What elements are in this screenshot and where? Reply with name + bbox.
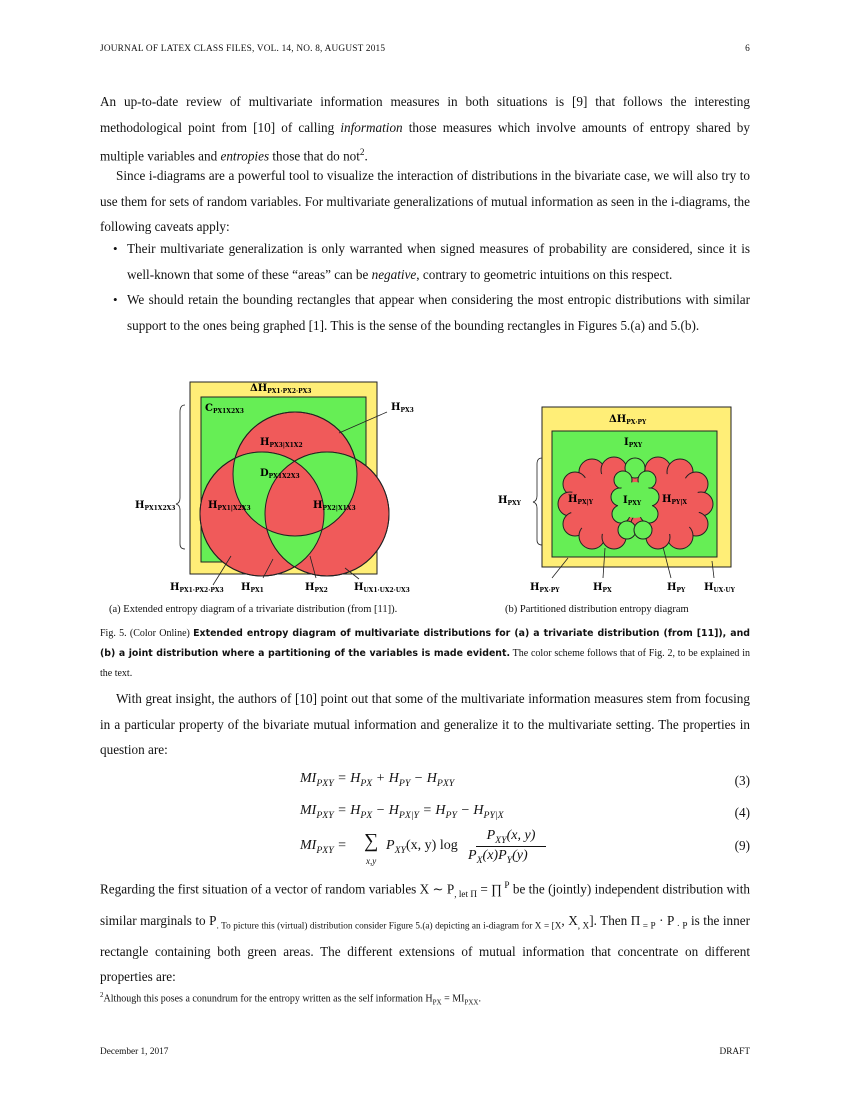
- label-i-top: $I_{PXY}$: [624, 437, 643, 449]
- label-h-y-given-x: $H_{PY|X}$: [662, 494, 688, 506]
- brace-left: [533, 458, 542, 545]
- equation-3: $MI_{PXY} = H_{PX} + H_{PY} - H_{PXY}$: [300, 771, 455, 789]
- label-bottom-4: $H_{UX\cdot UY}$: [704, 582, 735, 594]
- figure-b-diagram: [490, 400, 760, 604]
- figure-caption: Fig. 5. (Color Online) Extended entropy diagram of multivariate distributions for (a) a trivariate distribution (from [11]), and (b) a joint distribution where a partitioning of the variables is made evident. The color scheme follows that of Fig. 2, to be explained in the text.: [100, 628, 750, 679]
- page-number: 6: [745, 44, 750, 54]
- equation-4: $MI_{PXY} = H_{PX} - H_{PX|Y} = H_{PY} - H_{PY|X}$: [300, 803, 504, 821]
- label-h-joint: $H_{PX1X2X3}$: [135, 500, 176, 512]
- equation-number-3: (3): [734, 773, 750, 788]
- footnote: $^2$Although this poses a conundrum for the entropy written as the self information $H_{PX} = MI_{PXX}$.: [100, 991, 481, 1007]
- bullet-dot: •: [113, 241, 118, 256]
- paragraph-1: An up-to-date review of multivariate information measures in both situations is [9] that follows the interesting methodological point from [10] of calling information those measures which involve amounts of entropy shared by multiple variables and entropies those that do not$^2$.: [100, 94, 750, 164]
- running-header: JOURNAL OF LATEX CLASS FILES, VOL. 14, NO. 8, AUGUST 2015: [100, 44, 386, 54]
- equation-number-9: (9): [734, 838, 750, 853]
- label-bottom-3: $H_{PY}$: [667, 582, 686, 594]
- paragraph-2: Since i-diagrams are a powerful tool to visualize the interaction of distributions in the bivariate case, we will also try to use them for sets of random variables. For multivariate generalizations of mutual information as seen in the i-diagrams, the following caveats apply:: [100, 168, 750, 234]
- subcaption-a: (a) Extended entropy diagram of a trivariate distribution (from [11]).: [109, 604, 398, 615]
- subcaption-b: (b) Partitioned distribution entropy diagram: [505, 604, 689, 615]
- figure-a-diagram: [125, 372, 435, 604]
- label-h-joint: $H_{PXY}$: [498, 495, 521, 507]
- label-bottom-4: $H_{UX1\cdot UX2\cdot UX3}$: [354, 582, 410, 594]
- label-bottom-1: $H_{PX1\cdot PX2\cdot PX3}$: [170, 582, 224, 594]
- label-d: $D_{PX1X2X3}$: [260, 468, 300, 480]
- label-h-x3: $H_{PX3}$: [391, 402, 414, 414]
- label-h-x3-given: $H_{PX3|X1X2}$: [260, 437, 303, 449]
- label-c: $C_{PX1X2X3}$: [205, 403, 244, 415]
- fraction-numerator: $P_{XY}(x$, y): [476, 828, 546, 847]
- fraction-denominator: $P_X(x)P_Y(y)$: [468, 848, 528, 866]
- label-bottom-1: $H_{PX\cdot PY}$: [530, 582, 560, 594]
- label-bottom-2: $H_{PX}$: [593, 582, 612, 594]
- label-delta-h: $\Delta H_{PX1\cdot PX2\cdot PX3}$: [250, 383, 312, 395]
- label-h-x2-given: $H_{PX2|X1X3}$: [313, 500, 356, 512]
- paragraph-4: Regarding the first situation of a vector of random variables X ∼ $P_{, let \Pi}$ = ∏ $^P$ be the (jointly) independent distribution with similar marginals to $P_{. To picture this (virtual) distribution consider Figure 5.(a) depicting an i-diagram for X = [X}$, $X_{, X}$]. Then Π $_{= P}$ · P $_{\cdot P}$ is the inner rectangle containing both green areas. The different extensions of mutual information that concentrate on different properties are:: [100, 880, 750, 985]
- footnote-ref: 2: [359, 147, 365, 157]
- paragraph-3: With great insight, the authors of [10] point out that some of the multivariate information measures stem from focusing in a particular property of the bivariate mutual information and generalize it to the multivariate setting. The properties in question are:: [100, 691, 750, 757]
- footer-status: DRAFT: [719, 1047, 750, 1057]
- label-bottom-3: $H_{PX2}$: [305, 582, 328, 594]
- label-h-x-given-y: $H_{PX|Y}$: [568, 494, 594, 506]
- equation-number-4: (4): [734, 805, 750, 820]
- sum-symbol: ∑: [364, 830, 379, 852]
- bullet-1: • Their multivariate generalization is only warranted when signed measures of probability are considered, since it is well-known that some of these “areas” can be negative, contrary to geometric intuitions on this respect.: [127, 236, 750, 287]
- bullet-2: • We should retain the bounding rectangles that appear when considering the most entropic distributions with similar support to the ones being graphed [1]. This is the sense of the bounding rectangles in Figures 5.(a) and 5.(b).: [127, 287, 750, 338]
- bullet-dot: •: [113, 292, 118, 307]
- label-i-mid: $I_{PXY}$: [623, 495, 642, 507]
- label-h-x1-given: $H_{PX1|X2X3}$: [208, 500, 251, 512]
- footer-date: December 1, 2017: [100, 1047, 169, 1057]
- brace-left: [176, 405, 185, 549]
- label-bottom-2: $H_{PX1}$: [241, 582, 264, 594]
- label-delta-h: $\Delta H_{PX\cdot PY}$: [609, 414, 647, 426]
